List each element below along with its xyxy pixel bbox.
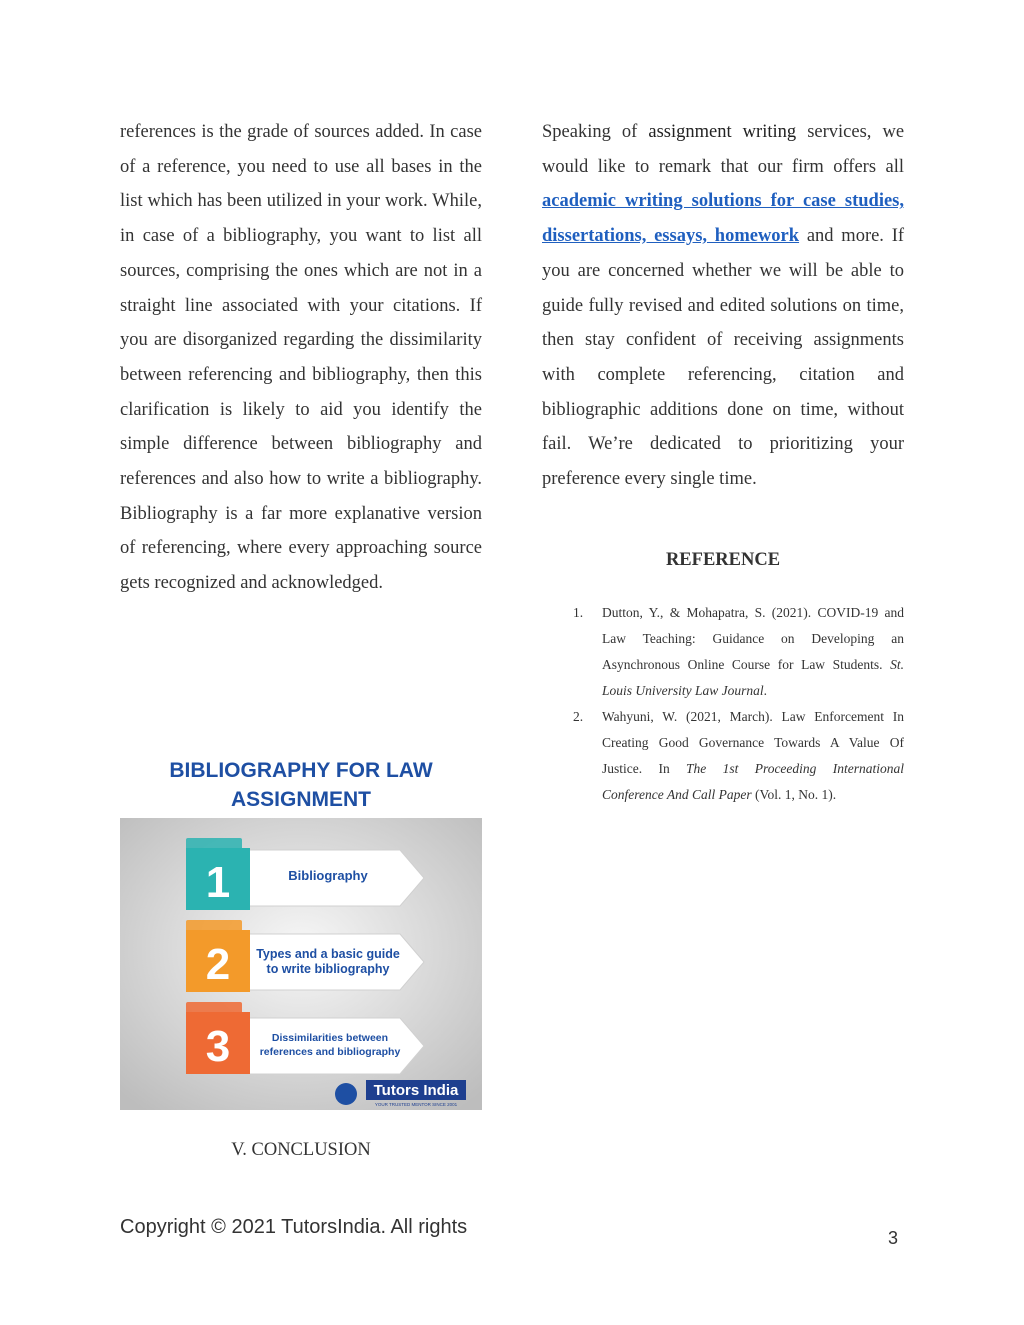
right-rest: and more. If you are concerned whether we will be able to guide fully revised and edited solutions on time, then stay confident of receiving assignments with complete referencing, citation and bibliographic additions done on time, without fail. We’re dedicated to prioritizing your preference every single time. — [542, 226, 905, 490]
infographic-title-line1: BIBLIOGRAPHY FOR LAW — [169, 759, 433, 782]
left-column — [120, 115, 482, 601]
reference-journal: The 1st Proceeding International Conference And Call Paper — [602, 761, 904, 802]
footer-copyright: Copyright © 2021 TutorsIndia. All rights — [120, 1216, 468, 1238]
crest-icon — [335, 1083, 357, 1105]
step-3-number: 3 — [205, 1022, 231, 1071]
intro-term: assignment writing — [648, 122, 797, 142]
reference-item — [542, 704, 904, 808]
reference-heading: REFERENCE — [665, 550, 781, 570]
step-3-line2: references and bibliography — [259, 1046, 401, 1058]
reference-item — [542, 600, 904, 704]
reference-number: 1. — [573, 605, 584, 620]
reference-journal: St. Louis University Law Journal — [602, 657, 905, 698]
reference-text: Wahyuni, W. (2021, March). Law Enforcement In Creating Good Governance Towards A Value Of Justice. In — [602, 709, 904, 776]
reference-list — [542, 600, 904, 808]
academic-writing-link[interactable]: academic writing solutions for case studies, dissertations, essays, homework — [542, 191, 904, 247]
step-2-line1: Types and a basic guide — [256, 947, 400, 961]
conclusion-heading: V. CONCLUSION — [231, 1140, 371, 1160]
page-number: 3 — [888, 1228, 899, 1248]
intro-before: Speaking of — [542, 122, 638, 142]
step-1-number: 1 — [205, 858, 231, 907]
step-2-line2: to write bibliography — [266, 962, 390, 976]
reference-text: Dutton, Y., & Mohapatra, S. (2021). COVID-19 and Law Teaching: Guidance on Developing an Asynchronous Online Course for Law Students. — [602, 605, 904, 672]
right-column — [542, 115, 904, 497]
left-paragraph: references is the grade of sources added. In case of a reference, you need to use all bases in the list which has been utilized in your work. While, in case of a bibliography, you want to list all sources, comprising the ones which are not in a straight line associated with your citations. If you are disorganized regarding the dissimilarity between referencing and bibliography, then this clarification is likely to aid you identify the simple difference between bibliography and references and also how to write a bibliography. Bibliography is a far more explanative version of referencing, where every approaching source gets recognized and acknowledged. — [120, 122, 482, 594]
reference-end: . — [763, 683, 768, 698]
brand-name: Tutors India — [373, 1082, 459, 1099]
right-paragraph — [542, 115, 904, 497]
step-3-line1: Dissimilarities between — [271, 1032, 389, 1044]
bibliography-infographic — [120, 752, 482, 1110]
step-1-line1: Bibliography — [288, 868, 368, 883]
brand-tagline: YOUR TRUSTED MENTOR SINCE 2001 — [374, 1102, 458, 1107]
intro-after: services, we would like to remark that our firm offers all — [542, 122, 905, 177]
step-2-number: 2 — [205, 940, 231, 989]
reference-number: 2. — [573, 709, 584, 724]
reference-end: (Vol. 1, No. 1). — [754, 787, 837, 802]
infographic-title-line2: ASSIGNMENT — [230, 788, 371, 811]
